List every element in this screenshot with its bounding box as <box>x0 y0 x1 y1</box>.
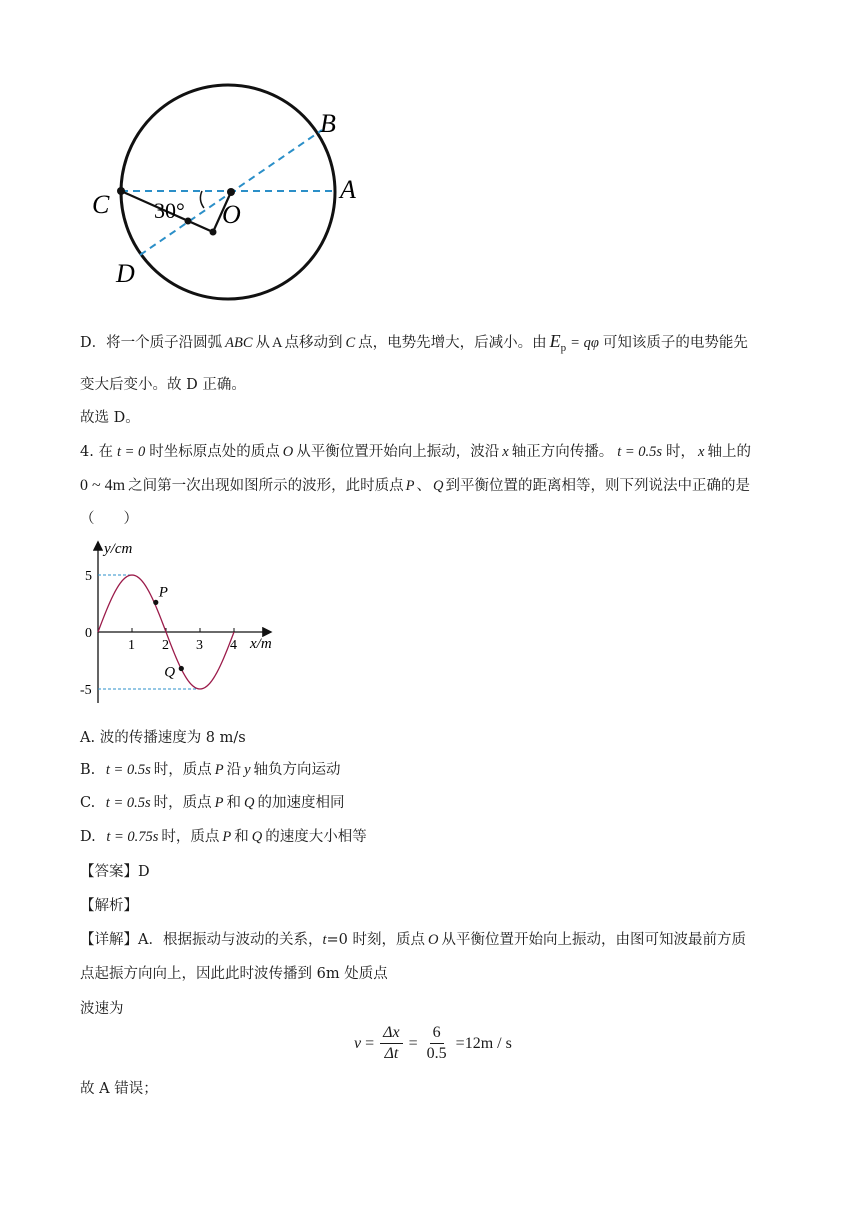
equals: = <box>365 1034 375 1052</box>
time: t = 0.5s <box>105 762 151 778</box>
option-a-prefix: A. <box>80 730 96 746</box>
option-d <box>80 825 367 846</box>
time-zero: t = 0 <box>116 444 146 460</box>
point-mid <box>185 218 192 225</box>
formula: = qφ <box>570 335 599 351</box>
option-a-text: 波的传播速度为 8 m/s <box>99 730 246 746</box>
point-p: P <box>222 829 232 845</box>
label-O: O <box>222 200 241 229</box>
text: 点，电势先增大，后减小。由 <box>358 335 547 351</box>
y-axis-symbol: y <box>244 762 251 778</box>
point-q-label: Q <box>164 664 176 681</box>
text: 时坐标原点处的质点 <box>149 444 280 460</box>
circle-diagram <box>80 80 380 310</box>
text: =0 时刻，质点 <box>326 932 425 948</box>
question-4-line2 <box>80 474 750 495</box>
point-O <box>227 188 235 196</box>
point-corner <box>210 229 217 236</box>
speed-equation <box>352 1024 514 1063</box>
x-tick-label: 2 <box>162 638 169 653</box>
point-q: Q <box>251 829 263 845</box>
y-tick-label: -5 <box>80 683 92 698</box>
point-o: O <box>428 932 439 948</box>
option-b-prefix: B. <box>80 762 96 778</box>
wave-chart <box>80 535 290 710</box>
point-p: P <box>214 795 224 811</box>
point-q: Q <box>432 478 444 494</box>
fraction-delta <box>378 1024 405 1063</box>
text: 点移动到 <box>284 335 343 351</box>
text: 轴上的 <box>707 444 751 460</box>
text: 轴负方向运动 <box>253 762 341 778</box>
option-c-prefix: C. <box>80 795 96 811</box>
detail-line1 <box>80 928 746 949</box>
prev-answer-choice: 故选 D。 <box>80 410 140 426</box>
speed-intro: 波速为 <box>80 1001 124 1017</box>
text: 从平衡位置开始向上振动，波沿 <box>296 444 500 460</box>
point-c: C <box>345 335 356 351</box>
y-axis-label: y/cm <box>104 541 133 557</box>
text: 时，质点 <box>161 829 220 845</box>
text: 沿 <box>226 762 242 778</box>
text: 在 <box>98 444 113 460</box>
text: 和 <box>226 795 241 811</box>
energy-symbol: E <box>549 331 561 351</box>
numerator: 6 <box>430 1024 444 1044</box>
x-axis-symbol: x <box>698 444 705 460</box>
answer-label: 【答案】D <box>80 864 150 880</box>
option-d-prefix: D. <box>80 829 96 845</box>
point-p-label: P <box>158 584 168 601</box>
point-q <box>179 666 184 671</box>
label-D: D <box>116 259 135 288</box>
text: 之间第一次出现如图所示的波形，此时质点 <box>128 478 404 494</box>
option-b <box>80 758 341 779</box>
conclusion: 故 A 错误； <box>80 1081 158 1097</box>
point-o: O <box>282 444 294 460</box>
text: 【详解】A．根据振动与波动的关系， <box>80 932 323 948</box>
x-tick-label: 1 <box>128 638 135 653</box>
result: =12m / s <box>455 1034 512 1052</box>
label-B: B <box>320 109 336 138</box>
prev-option-d-line1 <box>80 331 748 354</box>
subscript-p: p <box>560 341 567 354</box>
separator: 、 <box>416 478 431 494</box>
question-4-bracket: （ ） <box>80 511 138 527</box>
option-a <box>80 726 246 747</box>
numerator: Δx <box>380 1024 403 1044</box>
text: 从 <box>255 335 271 351</box>
fraction-values <box>422 1024 452 1063</box>
text: 到平衡位置的距离相等，则下列说法中正确的是 <box>445 478 750 494</box>
text: 时，质点 <box>153 762 212 778</box>
text: 的速度大小相等 <box>265 829 367 845</box>
text: 轴正方向传播。 <box>511 444 614 460</box>
text: 时，质点 <box>153 795 212 811</box>
time-05: t = 0.5s <box>617 444 663 460</box>
x-axis-symbol: x <box>502 444 509 460</box>
range: 0 ~ 4m <box>80 477 126 494</box>
y-tick-label: 0 <box>85 626 92 641</box>
text: D．将一个质子沿圆弧 <box>80 335 223 351</box>
angle-label: 30° <box>154 198 185 223</box>
point-p <box>153 600 158 605</box>
time-symbol: t <box>322 932 327 948</box>
denominator: Δt <box>384 1045 399 1062</box>
option-c <box>80 791 344 812</box>
label-C: C <box>92 190 110 219</box>
time: t = 0.5s <box>105 795 151 811</box>
point-p: P <box>214 762 224 778</box>
denominator: 0.5 <box>426 1045 447 1062</box>
point-q: Q <box>244 795 255 811</box>
question-number: 4. <box>80 444 94 460</box>
detail-line2: 点起振方向向上，因此此时波传播到 6m 处质点 <box>80 966 388 982</box>
x-axis-label: x/m <box>250 636 272 652</box>
label-A: A <box>340 175 356 204</box>
angle-arc <box>200 191 204 208</box>
analysis-label: 【解析】 <box>80 898 138 914</box>
x-tick-label: 3 <box>196 638 203 653</box>
point-a: A <box>272 335 283 351</box>
text: 时， <box>666 444 696 460</box>
prev-option-d-line2: 变大后变小。故 D 正确。 <box>80 377 246 393</box>
time: t = 0.75s <box>106 829 159 845</box>
question-4-line1 <box>80 440 751 461</box>
text: 和 <box>234 829 249 845</box>
text: 可知该质子的电势能先 <box>602 335 748 351</box>
text: 从平衡位置开始向上振动，由图可知波最前方质 <box>441 932 746 948</box>
equals: = <box>408 1034 418 1052</box>
point-p: P <box>405 478 415 494</box>
x-tick-label: 4 <box>230 638 237 653</box>
arc-abc: ABC <box>225 335 253 351</box>
v-symbol: v <box>354 1034 362 1052</box>
y-tick-label: 5 <box>85 569 92 584</box>
text: 的加速度相同 <box>257 795 345 811</box>
point-C <box>117 187 125 195</box>
